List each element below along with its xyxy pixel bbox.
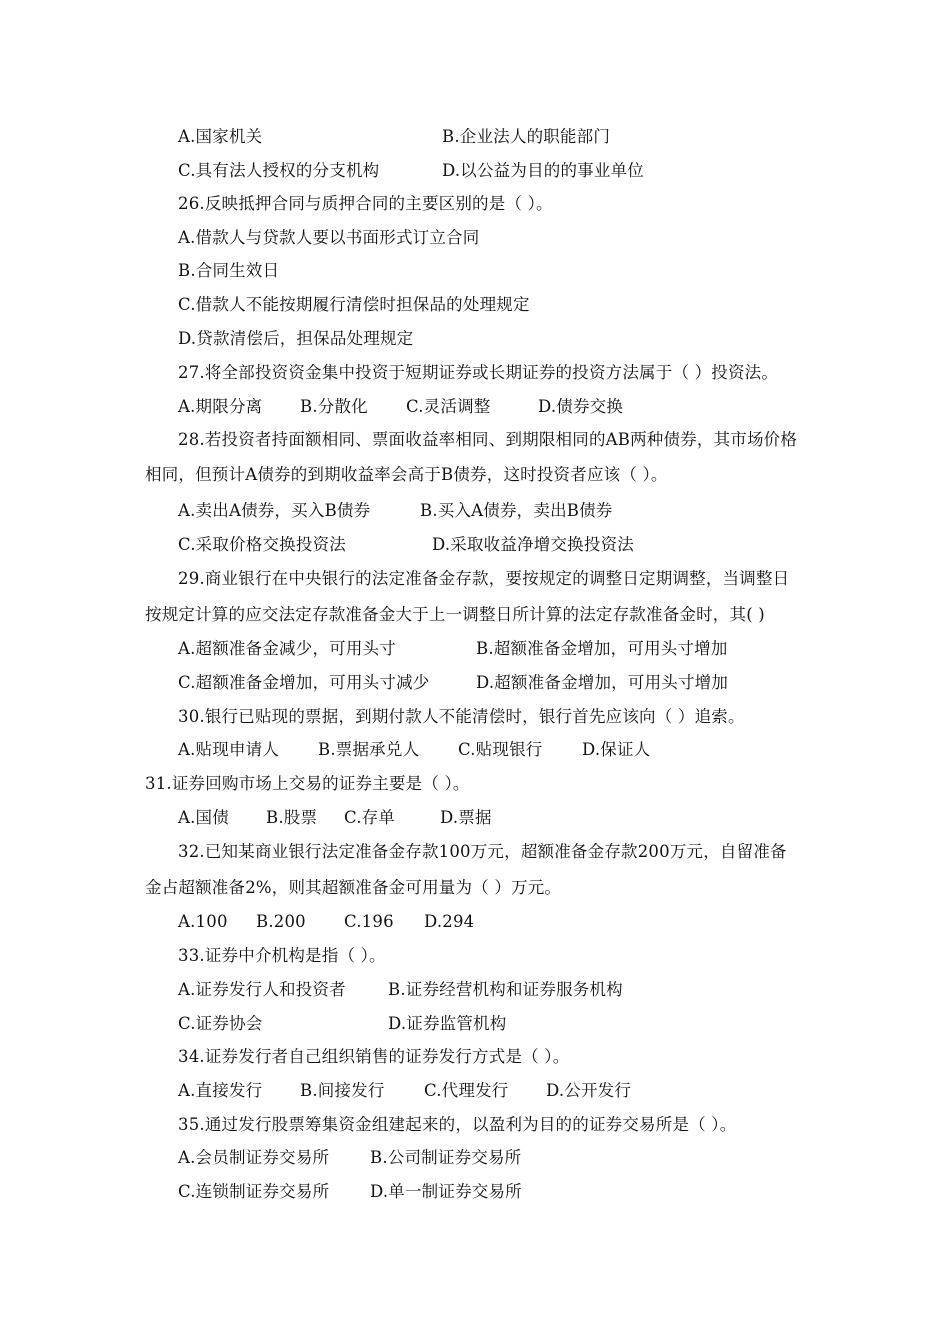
question-text-line: 27.将全部投资资金集中投资于短期证券或长期证券的投资方法属于（ ）投资法。 bbox=[178, 363, 779, 382]
answer-option: B.股票 bbox=[266, 808, 318, 827]
question-text-line: C.借款人不能按期履行清偿时担保品的处理规定 bbox=[178, 295, 530, 314]
question-text-line: 相同，但预计A债券的到期收益率会高于B债券，这时投资者应该（ ）。 bbox=[145, 465, 668, 484]
answer-option: D.以公益为目的的事业单位 bbox=[442, 161, 644, 180]
question-text-line: 28.若投资者持面额相同、票面收益率相同、到期限相同的AB两种债券，其市场价格 bbox=[178, 430, 798, 449]
answer-option: D.单一制证券交易所 bbox=[370, 1182, 522, 1201]
answer-option: B.证券经营机构和证券服务机构 bbox=[388, 980, 623, 999]
answer-option: C.存单 bbox=[344, 808, 396, 827]
answer-option: D.债券交换 bbox=[538, 397, 624, 416]
answer-option: A.国家机关 bbox=[178, 127, 263, 146]
answer-option: C.196 bbox=[344, 912, 394, 931]
answer-option: C.贴现银行 bbox=[458, 740, 543, 759]
answer-option: B.票据承兑人 bbox=[318, 740, 420, 759]
question-text-line: 26.反映抵押合同与质押合同的主要区别的是（ ）。 bbox=[178, 194, 553, 213]
answer-option: A.100 bbox=[178, 912, 228, 931]
question-text-line: 30.银行已贴现的票据，到期付款人不能清偿时，银行首先应该向（ ）追索。 bbox=[178, 707, 745, 726]
answer-option: A.期限分离 bbox=[178, 397, 263, 416]
question-text-line: 33.证券中介机构是指（ ）。 bbox=[178, 946, 386, 965]
answer-option: C.具有法人授权的分支机构 bbox=[178, 161, 380, 180]
answer-option: D.票据 bbox=[440, 808, 492, 827]
question-text-line: 31.证券回购市场上交易的证券主要是（ ）。 bbox=[145, 774, 470, 793]
answer-option: A.卖出A债券，买入B债券 bbox=[178, 501, 371, 520]
answer-option: A.直接发行 bbox=[178, 1081, 263, 1100]
answer-option: B.超额准备金增加，可用头寸增加 bbox=[476, 639, 728, 658]
question-text-line: 29.商业银行在中央银行的法定准备金存款，要按规定的调整日定期调整，当调整日 bbox=[178, 569, 790, 588]
answer-option: A.会员制证券交易所 bbox=[178, 1148, 330, 1167]
answer-option: C.证券协会 bbox=[178, 1014, 263, 1033]
answer-option: B.公司制证券交易所 bbox=[370, 1148, 522, 1167]
answer-option: B.200 bbox=[256, 912, 306, 931]
answer-option: C.灵活调整 bbox=[406, 397, 491, 416]
question-text-line: 34.证券发行者自己组织销售的证券发行方式是（ ）。 bbox=[178, 1047, 570, 1066]
answer-option: A.贴现申请人 bbox=[178, 740, 280, 759]
question-text-line: 35.通过发行股票筹集资金组建起来的，以盈利为目的的证券交易所是（ ）。 bbox=[178, 1115, 737, 1134]
answer-option: D.294 bbox=[424, 912, 475, 931]
answer-option: C.连锁制证券交易所 bbox=[178, 1182, 330, 1201]
answer-option: A.国债 bbox=[178, 808, 229, 827]
answer-option: D.保证人 bbox=[582, 740, 651, 759]
answer-option: B.间接发行 bbox=[300, 1081, 385, 1100]
question-text-line: A.借款人与贷款人要以书面形式订立合同 bbox=[178, 228, 480, 247]
answer-option: C.代理发行 bbox=[424, 1081, 509, 1100]
question-text-line: 按规定计算的应交法定存款准备金大于上一调整日所计算的法定存款准备金时，其( ) bbox=[145, 605, 765, 624]
answer-option: B.分散化 bbox=[300, 397, 368, 416]
answer-option: D.证券监管机构 bbox=[388, 1014, 507, 1033]
question-text-line: B.合同生效日 bbox=[178, 261, 280, 280]
answer-option: D.公开发行 bbox=[546, 1081, 632, 1100]
answer-option: D.采取收益净增交换投资法 bbox=[432, 535, 634, 554]
answer-option: B.企业法人的职能部门 bbox=[442, 127, 611, 146]
question-text-line: D.贷款清偿后，担保品处理规定 bbox=[178, 329, 414, 348]
answer-option: A.超额准备金减少，可用头寸 bbox=[178, 639, 396, 658]
answer-option: D.超额准备金增加，可用头寸增加 bbox=[476, 673, 729, 692]
question-text-line: 32.已知某商业银行法定准备金存款100万元，超额准备金存款200万元，自留准备 bbox=[178, 842, 787, 861]
answer-option: A.证券发行人和投资者 bbox=[178, 980, 346, 999]
answer-option: C.超额准备金增加，可用头寸减少 bbox=[178, 673, 430, 692]
answer-option: B.买入A债券，卖出B债券 bbox=[420, 501, 613, 520]
answer-option: C.采取价格交换投资法 bbox=[178, 535, 346, 554]
question-text-line: 金占超额准备2%，则其超额准备金可用量为（ ）万元。 bbox=[145, 878, 562, 897]
